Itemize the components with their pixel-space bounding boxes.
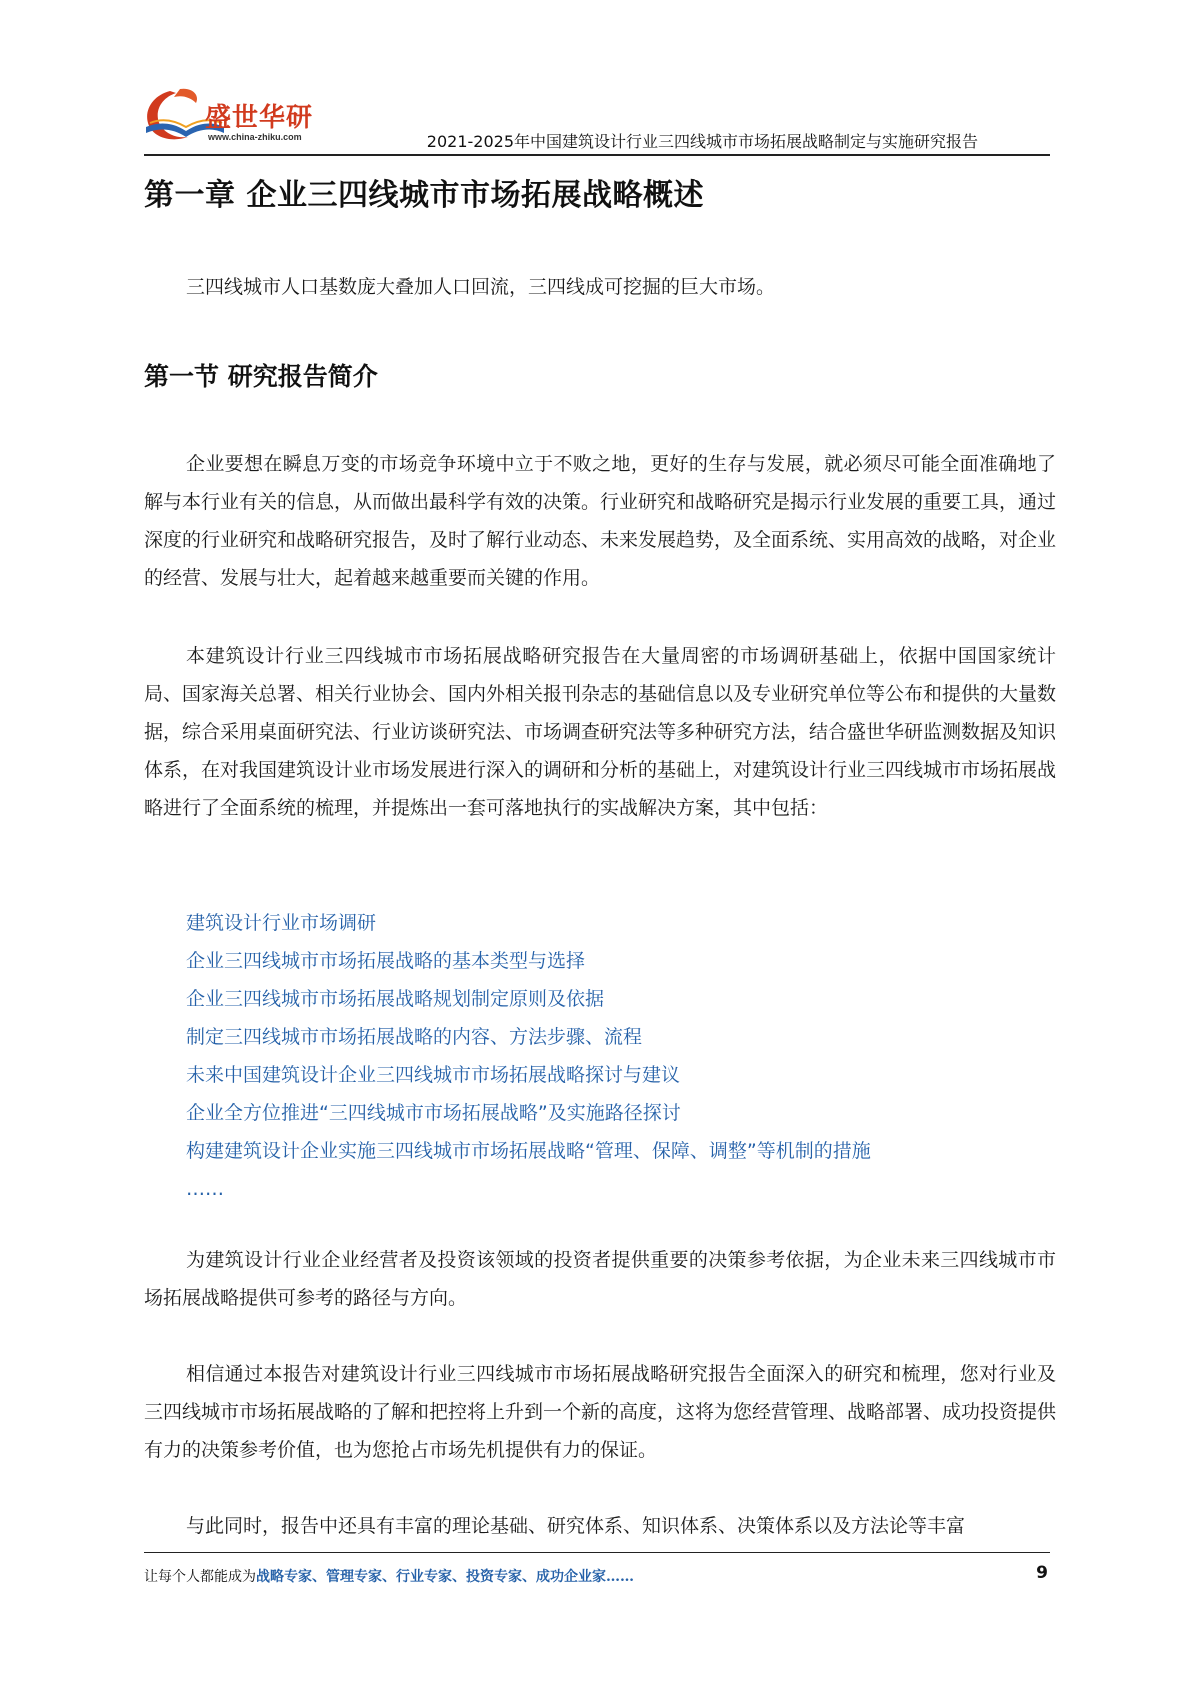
list-item: 企业三四线城市市场拓展战略的基本类型与选择	[186, 950, 586, 972]
brand-name: 盛世华研	[205, 103, 314, 133]
section-title: 第一节 研究报告简介	[144, 362, 378, 391]
brand-url: www.china-zhiku.com	[208, 132, 302, 142]
intro-paragraph: 三四线城市人口基数庞大叠加人口回流，三四线成可挖掘的巨大市场。	[186, 276, 776, 298]
footer-slogan	[144, 1566, 634, 1586]
list-item: 企业三四线城市市场拓展战略规划制定原则及依据	[186, 988, 605, 1010]
report-title: 2021-2025年中国建筑设计行业三四线城市市场拓展战略制定与实施研究报告	[426, 132, 978, 151]
paragraph-2: 本建筑设计行业三四线城市市场拓展战略研究报告在大量周密的市场调研基础上，依据中国国家统计局、国家海关总署、相关行业协会、国内外相关报刊杂志的基础信息以及专业研究单位等公布和提供的大量数据，综合采用桌面研究法、行业访谈研究法、市场调查研究法等多种研究方法，结合盛世华研监测数据及知识体系，在对我国建筑设计业市场发展进行深入的调研和分析的基础上，对建筑设计行业三四线城市市场拓展战略进行了全面系统的梳理，并提炼出一套可落地执行的实战解决方案，其中包括：	[144, 645, 1057, 819]
list-item: 未来中国建筑设计企业三四线城市市场拓展战略探讨与建议	[186, 1064, 681, 1086]
paragraph-1: 企业要想在瞬息万变的市场竞争环境中立于不败之地，更好的生存与发展，就必须尽可能全面准确地了解与本行业有关的信息，从而做出最科学有效的决策。行业研究和战略研究是揭示行业发展的重要工具，通过深度的行业研究和战略研究报告，及时了解行业动态、未来发展趋势，及全面系统、实用高效的战略，对企业的经营、发展与壮大，起着越来越重要而关键的作用。	[144, 453, 1057, 589]
page-header	[0, 0, 1191, 160]
contents-list	[186, 904, 871, 1208]
list-item: 制定三四线城市市场拓展战略的内容、方法步骤、流程	[186, 1026, 643, 1048]
footer-divider	[144, 1552, 1050, 1553]
page-number: 9	[1036, 1563, 1048, 1583]
list-item: 企业全方位推进“三四线城市市场拓展战略”及实施路径探讨	[186, 1102, 681, 1124]
paragraph-4: 相信通过本报告对建筑设计行业三四线城市市场拓展战略研究报告全面深入的研究和梳理，您对行业及三四线城市市场拓展战略的了解和把控将上升到一个新的高度，这将为您经营管理、战略部署、成功投资提供有力的决策参考价值，也为您抢占市场先机提供有力的保证。	[144, 1363, 1057, 1461]
list-item: 构建建筑设计企业实施三四线城市市场拓展战略“管理、保障、调整”等机制的措施	[186, 1140, 871, 1162]
paragraph-5: 与此同时，报告中还具有丰富的理论基础、研究体系、知识体系、决策体系以及方法论等丰富	[186, 1515, 966, 1537]
list-item: ……	[186, 1178, 224, 1200]
chapter-title: 第一章 企业三四线城市市场拓展战略概述	[144, 178, 704, 213]
slogan-highlight: 战略专家、管理专家、行业专家、投资专家、成功企业家……	[256, 1569, 634, 1585]
paragraph-3: 为建筑设计行业企业经营者及投资该领域的投资者提供重要的决策参考依据，为企业未来三四线城市市场拓展战略提供可参考的路径与方向。	[144, 1249, 1056, 1309]
header-divider	[144, 154, 1050, 156]
list-item: 建筑设计行业市场调研	[186, 912, 377, 934]
slogan-prefix: 让每个人都能成为	[144, 1569, 256, 1585]
